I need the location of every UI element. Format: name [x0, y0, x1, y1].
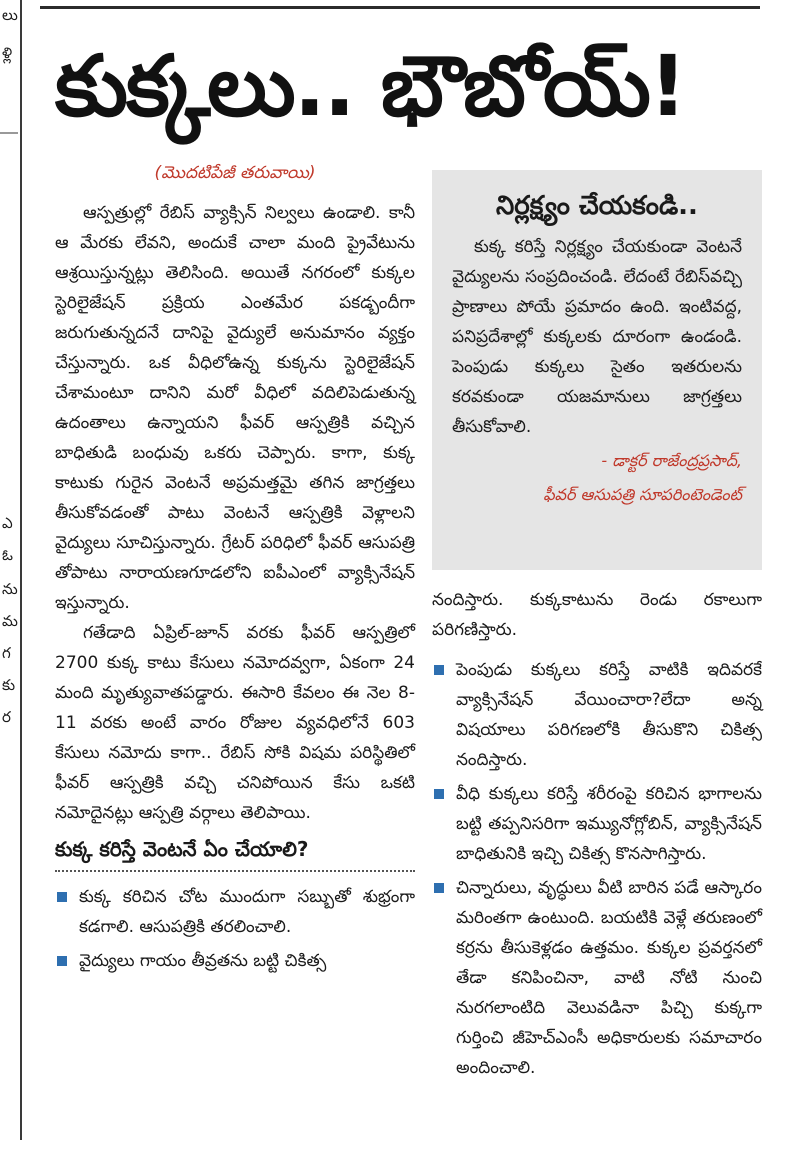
sidebox-title: నిర్లక్ష్యం చేయకండి.. — [496, 191, 698, 221]
continued-label: (మొదటిపేజీ తరువాయి) — [154, 163, 316, 183]
list-item — [55, 882, 415, 942]
list-item-text: పెంపుడు కుక్కలు కరిస్తే వాటికి ఇదివరకే వ్యాక్సినేషన్ వేయించారా?లేదా అన్న విషయాలు పరిగణలోకి తీసుకొని చికిత్స నందిస్తారు. — [456, 660, 762, 770]
bullet-list — [432, 655, 762, 1083]
bullet-list — [55, 882, 415, 976]
bullet-square-icon — [434, 789, 444, 799]
headline: కుక్కలు.. భౌబోయ్! — [55, 37, 686, 135]
continuation-text: నందిస్తారు. కుక్కకాటును రెండు రకాలుగా పరిగణిస్తారు. — [432, 590, 762, 640]
fragment-text: లు — [2, 6, 18, 24]
list-item-text: చిన్నారులు, వృద్ధులు వీటి బారిన పడే ఆస్కారం మరింతగా ఉంటుంది. బయటికి వెళ్లే తరుణంలో కర్రను తీసుకెళ్లడం ఉత్తమం. కుక్కల ప్రవర్తనలో తేడా కనిపించినా, వాటి నోటి నుంచి నురగలాంటిది వెలువడినా పిచ్చి కుక్కగా గుర్తించి జీహెచ్ఎంసీ అధికారులకు సమాచారం అందించాలి. — [456, 878, 762, 1078]
fragment-text: ళ్లి — [2, 44, 13, 62]
article-right-column — [432, 585, 762, 1087]
bullet-square-icon — [434, 883, 444, 893]
list-item-text: వైద్యులు గాయం తీవ్రతను బట్టి చికిత్స — [79, 951, 327, 971]
sidebar-box — [432, 170, 762, 570]
article-left-column — [55, 160, 415, 980]
fragment-text: ర — [2, 708, 11, 726]
article-paragraph: గతేడాది ఏప్రిల్-జూన్ వరకు ఫీవర్ ఆస్పత్రిలో 2700 కుక్క కాటు కేసులు నమోదవ్వగా, ఏకంగా 24 మంది మృత్యువాతపడ్డారు. ఈసారి కేవలం ఈ నెల 8-11 వరకు అంటే వారం రోజుల వ్యవధిలోనే 603 కేసులు నమోదు కాగా.. రేబిస్ సోకి విషమ పరిస్థితిలో ఫీవర్ ఆస్పత్రికి వచ్చి చనిపోయిన కేసు ఒకటి నమోదైనట్లు ఆస్పత్రి వర్గాలు తెలిపాయి. — [55, 623, 415, 823]
column-divider — [20, 0, 22, 1140]
sidebox-body: కుక్క కరిస్తే నిర్లక్ష్యం చేయకుండా వెంటనే వైద్యులను సంప్రదించండి. లేదంటే రేబిస్‌వచ్చి ప్రాణాలు పోయే ప్రమాదం ఉంది. ఇంటివద్ద, పనిప్రదేశాల్లో కుక్కలకు దూరంగా ఉండండి. పెంపుడు కుక్కలు సైతం ఇతరులను కరవకుండా యజమానులు జాగ్రత్తలు తీసుకోవాలి. — [452, 237, 742, 437]
list-item — [432, 655, 762, 775]
fragment-divider — [0, 132, 18, 134]
fragment-text: మ — [2, 612, 18, 630]
attribution-role: ఫీవర్ ఆసుపత్రి సూపరింటెండెంట్ — [543, 485, 742, 504]
bullet-square-icon — [434, 665, 444, 675]
list-item — [432, 873, 762, 1083]
bullet-square-icon — [57, 956, 67, 966]
list-item-text: కుక్క కరిచిన చోట ముందుగా సబ్బుతో శుభ్రంగా కడగాలి. ఆసుపత్రికి తరలించాలి. — [79, 887, 415, 937]
fragment-text: గ — [2, 644, 11, 662]
top-rule — [40, 6, 760, 9]
bullet-square-icon — [57, 892, 67, 902]
fragment-text: కు — [2, 676, 16, 694]
list-item — [432, 779, 762, 869]
adjacent-column-fragment — [0, 0, 28, 1168]
attribution-name: - డాక్టర్ రాజేంద్రప్రసాద్, — [601, 451, 742, 470]
article-paragraph: ఆస్పత్రుల్లో రేబిస్ వ్యాక్సిన్ నిల్వలు ఉండాలి. కానీ ఆ మేరకు లేవని, అందుకే చాలా మంది ప్రైవేటును ఆశ్రయిస్తున్నట్లు తెలిసింది. అయితే నగరంలో కుక్కల స్టెరిలైజేషన్ ప్రక్రియ ఎంతమేర పకడ్బందీగా జరుగుతున్నదనే దానిపై వైద్యులే అనుమానం వ్యక్తం చేస్తున్నారు. ఒక వీధిలోఉన్న కుక్కను స్టెరిలైజేషన్ చేశామంటూ దానిని మరో వీధిలో వదిలిపెడుతున్న ఉదంతాలు ఉన్నాయని ఫీవర్ ఆస్పత్రికి వచ్చిన బాధితుడి బంధువు ఒకరు చెప్పారు. కాగా, కుక్క కాటుకు గురైన వెంటనే అప్రమత్తమై తగిన జాగ్రత్తలు తీసుకోవడంతో పాటు వెంటనే ఆస్పత్రికి వెళ్లాలని వైద్యులు సూచిస్తున్నారు. గ్రేటర్ పరిధిలో ఫీవర్ ఆసుపత్రి తోపాటు నారాయణగూడలోని ఐపీఎంలో వ్యాక్సినేషన్ ఇస్తున్నారు. — [55, 203, 415, 613]
fragment-text: ఎ — [2, 514, 13, 532]
subheading: కుక్క కరిస్తే వెంటనే ఏం చేయాలి? — [55, 834, 415, 872]
fragment-text: ఓ — [2, 546, 13, 564]
list-item-text: వీధి కుక్కలు కరిస్తే శరీరంపై కరిచిన భాగాలను బట్టి తప్పనిసరిగా ఇమ్యునోగ్లోబిన్, వ్యాక్సినేషన్ బాధితునికి ఇచ్చి చికిత్స కొనసాగిస్తారు. — [456, 784, 762, 864]
fragment-text: ను — [2, 580, 18, 598]
list-item — [55, 946, 415, 976]
